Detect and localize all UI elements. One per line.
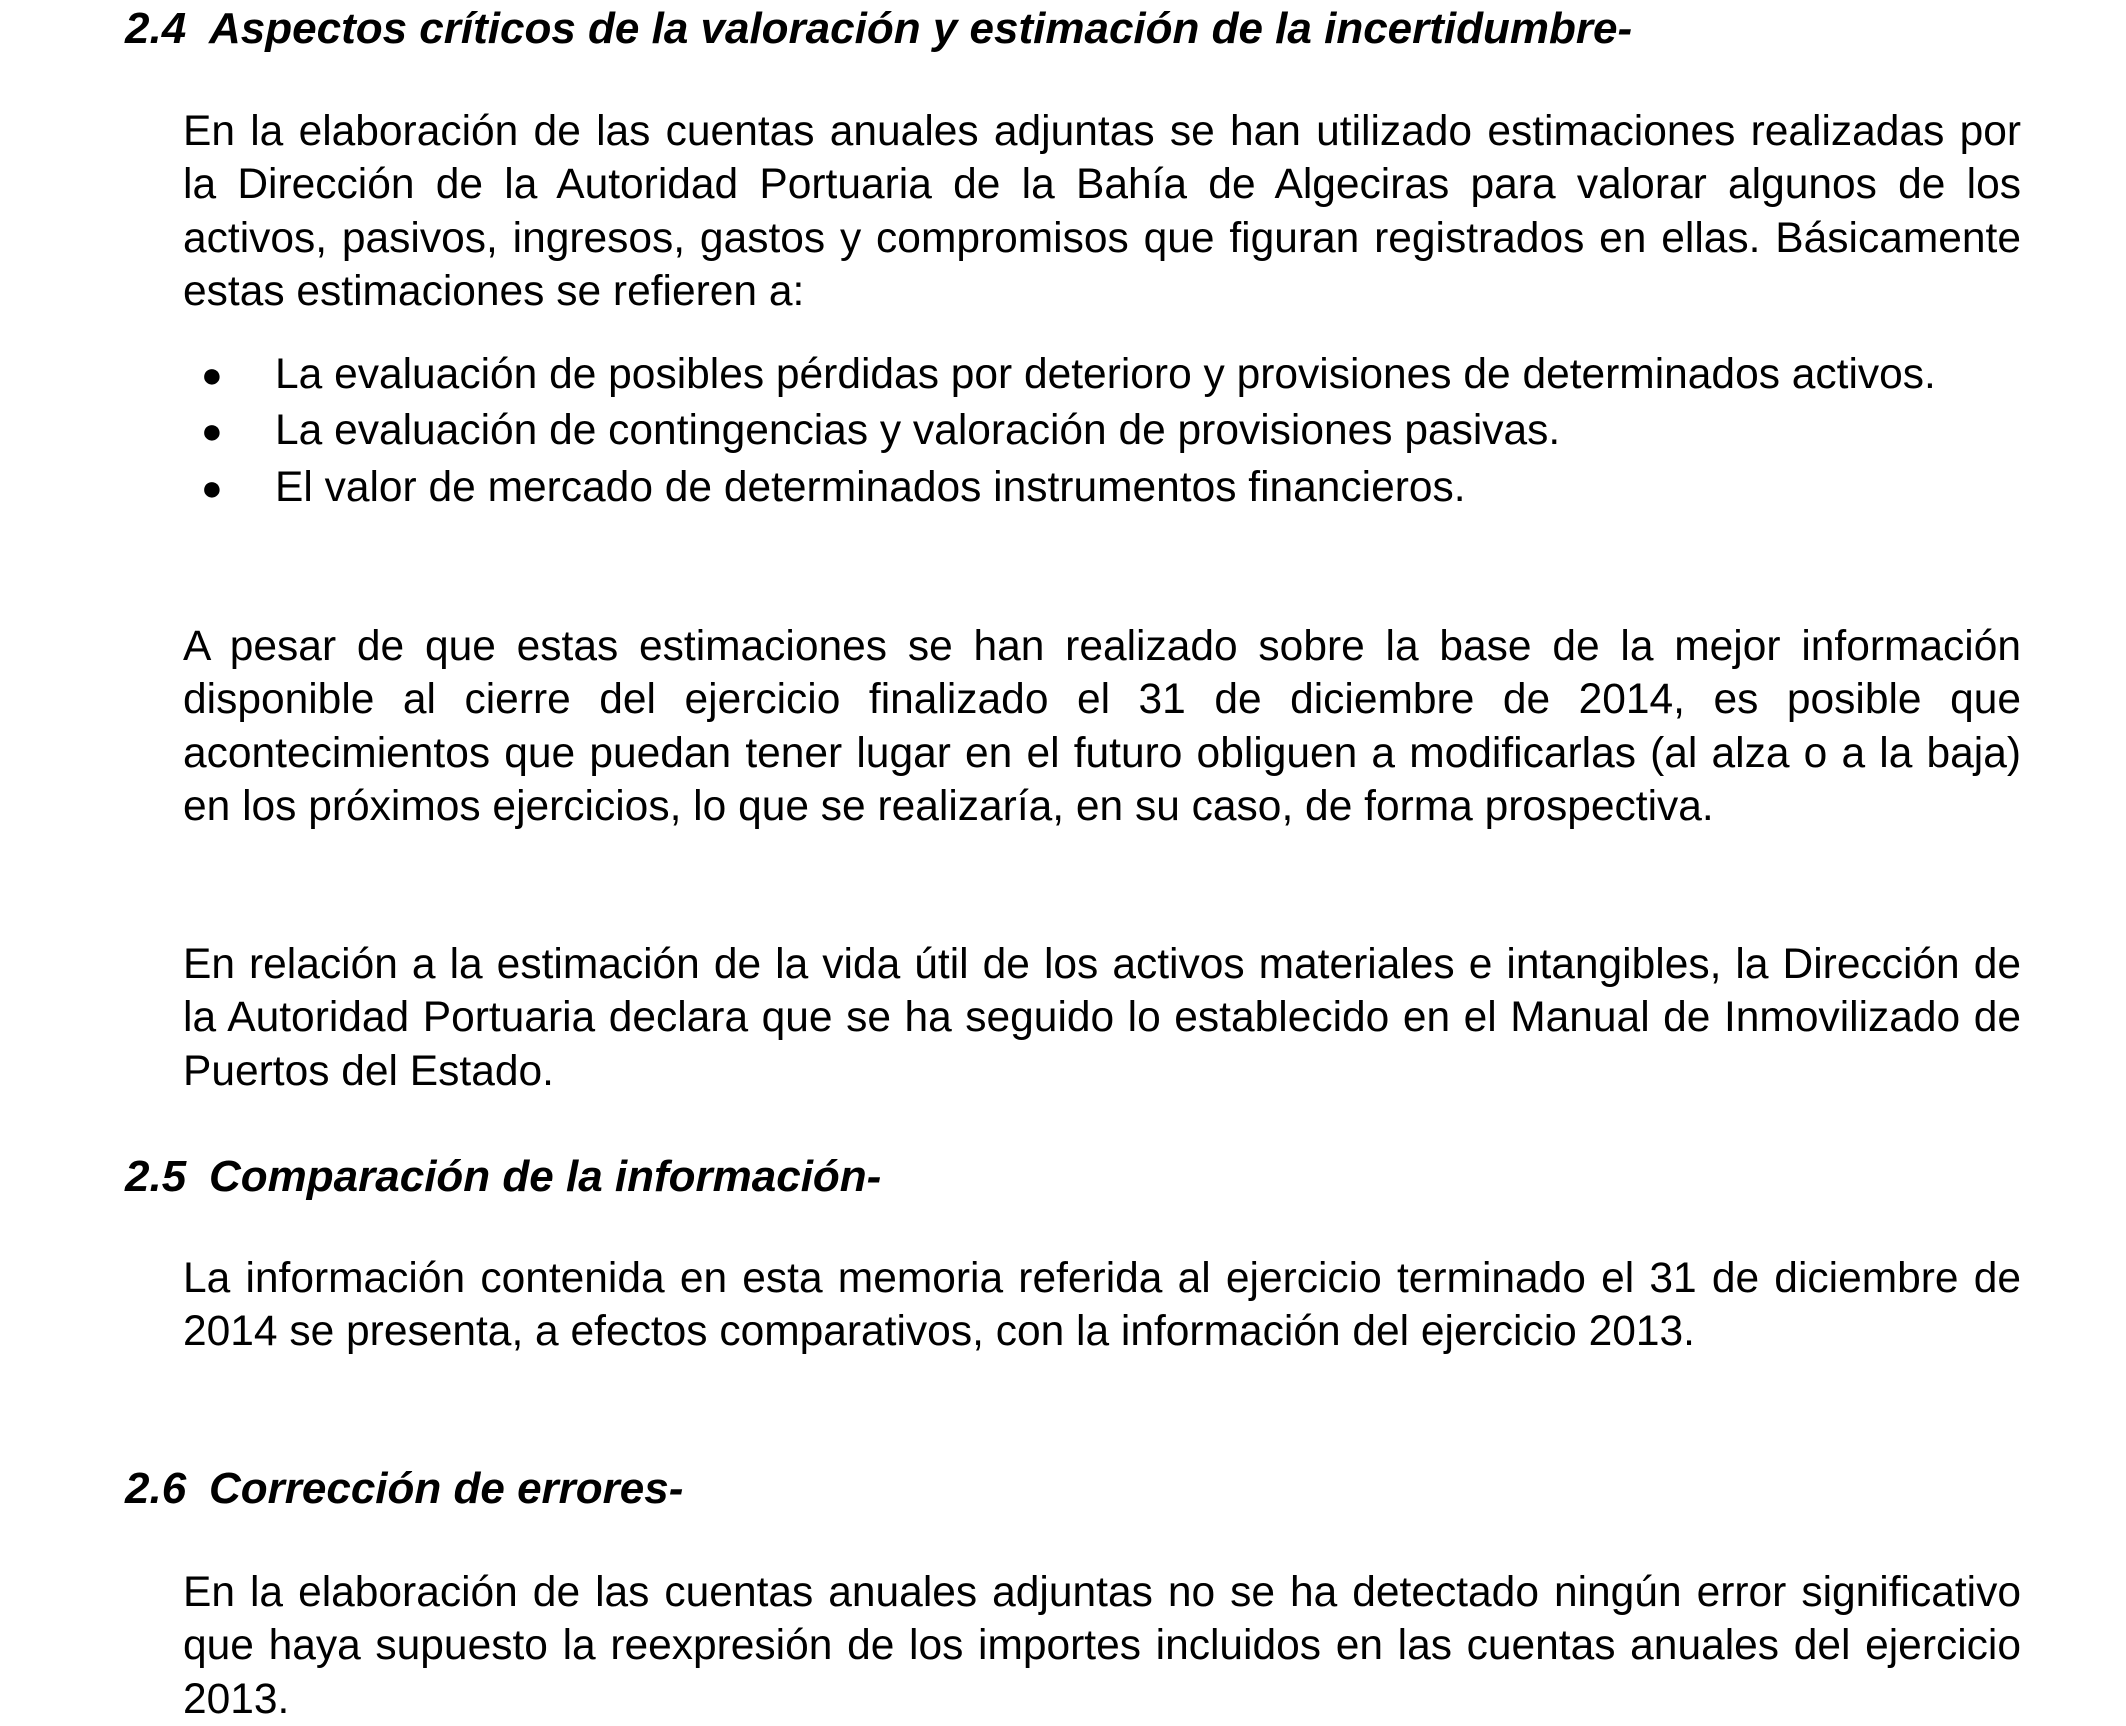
paragraph: En la elaboración de las cuentas anuales adjuntas no se ha detectado ningún error significativo que haya supuesto la reexpresión de los importes incluidos en las cuentas anuales del ejercicio 2013.	[183, 1569, 2021, 1723]
section-number: 2.4	[125, 4, 187, 53]
paragraph: En la elaboración de las cuentas anuales adjuntas se han utilizado estimaciones realizadas por la Dirección de la Autoridad Portuaria de la Bahía de Algeciras para valorar algunos de los activos, pasivos, ingresos, gastos y compromisos que figuran registrados en ellas. Básicamente estas estimaciones se refieren a:	[183, 108, 2021, 316]
paragraph: A pesar de que estas estimaciones se han realizado sobre la base de la mejor información disponible al cierre del ejercicio finalizado el 31 de diciembre de 2014, es posible que acontecimientos que puedan tener lugar en el futuro obliguen a modificarlas (al alza o a la baja) en los próximos ejercicios, lo que se realizaría, en su caso, de forma prospectiva.	[183, 623, 2021, 831]
section-heading-2-4	[125, 2, 1632, 56]
bullet-icon: ●	[201, 354, 223, 395]
bullet-icon: ●	[201, 466, 223, 508]
section-number: 2.5	[125, 1152, 187, 1201]
list-item	[183, 461, 2021, 514]
paragraph: En relación a la estimación de la vida útil de los activos materiales e intangibles, la Dirección de la Autoridad Portuaria declara que se ha seguido lo establecido en el Manual de Inmovilizado de Puertos del Estado.	[183, 941, 2021, 1095]
list-item-text: El valor de mercado de determinados instrumentos financieros.	[275, 463, 1466, 511]
list-item-text: La evaluación de posibles pérdidas por deterioro y provisiones de determinados activos.	[275, 351, 1936, 398]
section-heading-2-6	[125, 1462, 683, 1516]
bullet-icon: ●	[201, 410, 223, 452]
list-item-text: La evaluación de contingencias y valoración de provisiones pasivas.	[275, 407, 1561, 455]
paragraph: La información contenida en esta memoria referida al ejercicio terminado el 31 de diciembre de 2014 se presenta, a efectos comparativos, con la información del ejercicio 2013.	[183, 1255, 2021, 1356]
list-item	[183, 404, 2021, 457]
section-heading-2-5	[125, 1150, 881, 1204]
section-title: Corrección de errores-	[209, 1464, 684, 1513]
section-title: Comparación de la información-	[209, 1152, 882, 1201]
list-item	[183, 348, 2021, 401]
section-title: Aspectos críticos de la valoración y estimación de la incertidumbre-	[209, 4, 1633, 53]
section-number: 2.6	[125, 1464, 187, 1513]
bullet-list	[183, 348, 2021, 517]
